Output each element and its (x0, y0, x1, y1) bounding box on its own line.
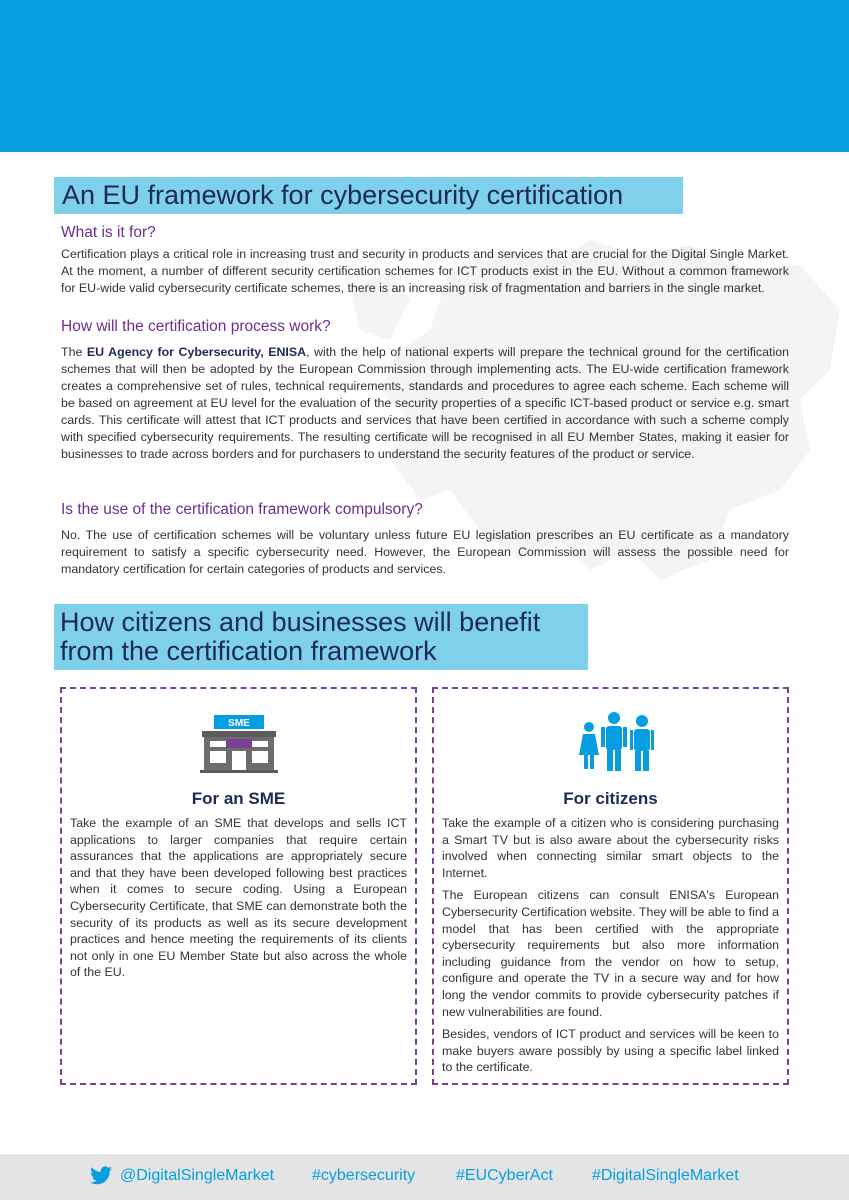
sme-box-title: For an SME (191, 789, 286, 808)
paragraph-certification-process: The EU Agency for Cybersecurity, ENISA, with the help of national experts will prepare the technical ground for the certification schemes that will then be adopted by the European Commission through implementing acts. The EU-wide certification framework creates a comprehensive set of rules, technical requirements, standards and procedures to agree each scheme. Each scheme will be based on agreement at EU level for the evaluation of the security properties of a specific ICT-based product or service e.g. smart cards. This certificate will attest that ICT products and services that have been certified in accordance with such a scheme comply with specified cybersecurity requirements. The resulting certificate will be recognised in all EU Member States, making it easier for businesses to trade across borders and for purchasers to understand the security features of the product or service. (61, 345, 789, 461)
citizens-paragraph: The European citizens can consult ENISA's European Cybersecurity Certification website. They will be able to find a model that has been certified with the appropriate cybersecurity requirements but also more information including guidance from the vendor on how to setup, configure and operate the TV in a secure way and for how long the vendor commits to provide cybersecurity patches if new vulnerabilities are found. (442, 888, 779, 1019)
heading-what-is-it-for: What is it for? (61, 224, 156, 241)
enisa-link[interactable]: EU Agency for Cybersecurity, ENISA (86, 345, 307, 359)
sme-benefit-box (60, 687, 417, 1085)
twitter-bird-icon[interactable] (90, 1166, 112, 1185)
paragraph-what-is-it-for: Certification plays a critical role in increasing trust and security in products and services that are crucial for the Digital Single Market. At the moment, a number of different security certification schemes for ICT products exist in the EU. Without a common framework for EU-wide valid cybersecurity certificate schemes, there is an increasing risk of fragmentation and barriers in the single market. (61, 247, 789, 295)
sme-icon-label: SME (228, 718, 250, 729)
paragraph-compulsory: No. The use of certification schemes will be voluntary unless future EU legislation prescribes an EU certificate as a mandatory requirement to satisfy a specific cybersecurity need. However, the European Commission will assess the possible need for mandatory certification for certain categories of products and services. (61, 528, 789, 576)
section-title-benefits: How citizens and businesses will benefit from the certification framework (54, 604, 588, 670)
footer-hashtag[interactable]: #cybersecurity (312, 1167, 416, 1184)
footer-twitter-handle[interactable]: @DigitalSingleMarket (120, 1167, 275, 1184)
footer-hashtag[interactable]: #DigitalSingleMarket (592, 1167, 739, 1184)
family-icon (574, 711, 660, 773)
top-color-band (0, 0, 849, 152)
heading-certification-process: How will the certification process work? (61, 318, 331, 335)
citizens-box-text (442, 815, 779, 1082)
citizens-paragraph: Take the example of a citizen who is considering purchasing a Smart TV but is also aware about the cybersecurity risks involved when connecting similar smart objects to the Internet. (442, 816, 779, 880)
footer-hashtag[interactable]: #EUCyberAct (456, 1167, 553, 1184)
citizens-paragraph: Besides, vendors of ICT product and services will be keen to make buyers aware possibly by using a specific label linked to the certificate. (442, 1027, 779, 1075)
sme-box-text: Take the example of an SME that develops and sells ICT applications to larger companies that require certain assurances that the applications are appropriately secure and that they have been developed following best practices when it comes to secure coding. Using a European Cybersecurity Certificate, that SME can demonstrate both the security of its products as well as its secure development practices and hence meeting the requirements of its clients not only in one EU Member State but also across the whole of the EU. (70, 816, 407, 980)
shop-icon (200, 715, 278, 773)
footer-bar (0, 1154, 849, 1200)
heading-compulsory: Is the use of the certification framework compulsory? (61, 501, 423, 518)
citizens-benefit-box (432, 687, 789, 1085)
section-title-certification: An EU framework for cybersecurity certification (54, 177, 683, 214)
citizens-box-title: For citizens (563, 789, 658, 808)
